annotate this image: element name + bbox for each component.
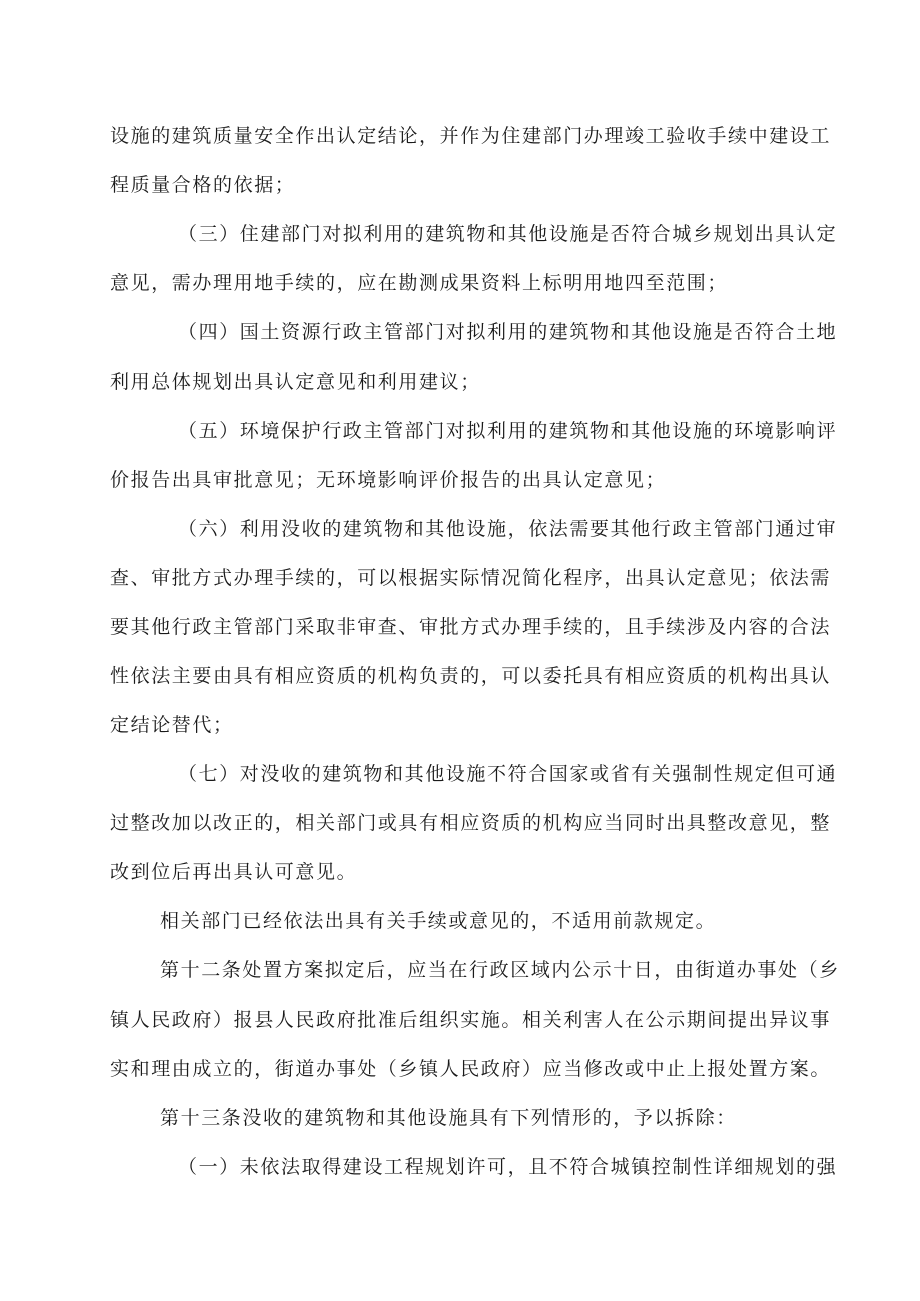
- text-line: （五）环境保护行政主管部门对拟利用的建筑物和其他设施的环境影响评: [178, 420, 838, 442]
- text-line: 镇人民政府）报县人民政府批准后组织实施。相关利害人在公示期间提出异议事: [110, 1009, 832, 1031]
- text-line: 定结论替代；: [110, 714, 234, 736]
- text-line: （六）利用没收的建筑物和其他设施，依法需要其他行政主管部门通过审: [178, 518, 838, 540]
- text-line: （七）对没收的建筑物和其他设施不符合国家或省有关强制性规定但可通: [178, 763, 838, 785]
- text-line: 改到位后再出具认可意见。: [110, 861, 358, 883]
- text-line: 价报告出具审批意见；无环境影响评价报告的出具认定意见；: [110, 469, 667, 491]
- text-line: 相关部门已经依法出具有关手续或意见的，不适用前款规定。: [160, 910, 717, 932]
- text-line: 第十二条处置方案拟定后，应当在行政区域内公示十日，由街道办事处（乡: [160, 959, 840, 981]
- text-line: （三）住建部门对拟利用的建筑物和其他设施是否符合城乡规划出具认定: [178, 223, 838, 245]
- text-line: 查、审批方式办理手续的，可以根据实际情况简化程序，出具认定意见；依法需: [110, 567, 832, 589]
- text-line: 要其他行政主管部门采取非审查、审批方式办理手续的，且手续涉及内容的合法: [110, 616, 832, 638]
- text-line: 利用总体规划出具认定意见和利用建议；: [110, 371, 481, 393]
- text-line: 意见，需办理用地手续的，应在勘测成果资料上标明用地四至范围；: [110, 272, 729, 294]
- text-line: 程质量合格的依据；: [110, 174, 296, 196]
- text-line: 性依法主要由具有相应资质的机构负责的，可以委托具有相应资质的机构出具认: [110, 665, 832, 687]
- text-line: （一）未依法取得建设工程规划许可，且不符合城镇控制性详细规划的强: [178, 1156, 838, 1178]
- text-line: 实和理由成立的，街道办事处（乡镇人民政府）应当修改或中止上报处置方案。: [110, 1058, 832, 1080]
- text-line: 过整改加以改正的，相关部门或具有相应资质的机构应当同时出具整改意见，整: [110, 812, 832, 834]
- text-line: （四）国土资源行政主管部门对拟利用的建筑物和其他设施是否符合土地: [178, 321, 838, 343]
- text-line: 设施的建筑质量安全作出认定结论，并作为住建部门办理竣工验收手续中建设工: [110, 125, 832, 147]
- text-line: 第十三条没收的建筑物和其他设施具有下列情形的，予以拆除：: [160, 1107, 737, 1129]
